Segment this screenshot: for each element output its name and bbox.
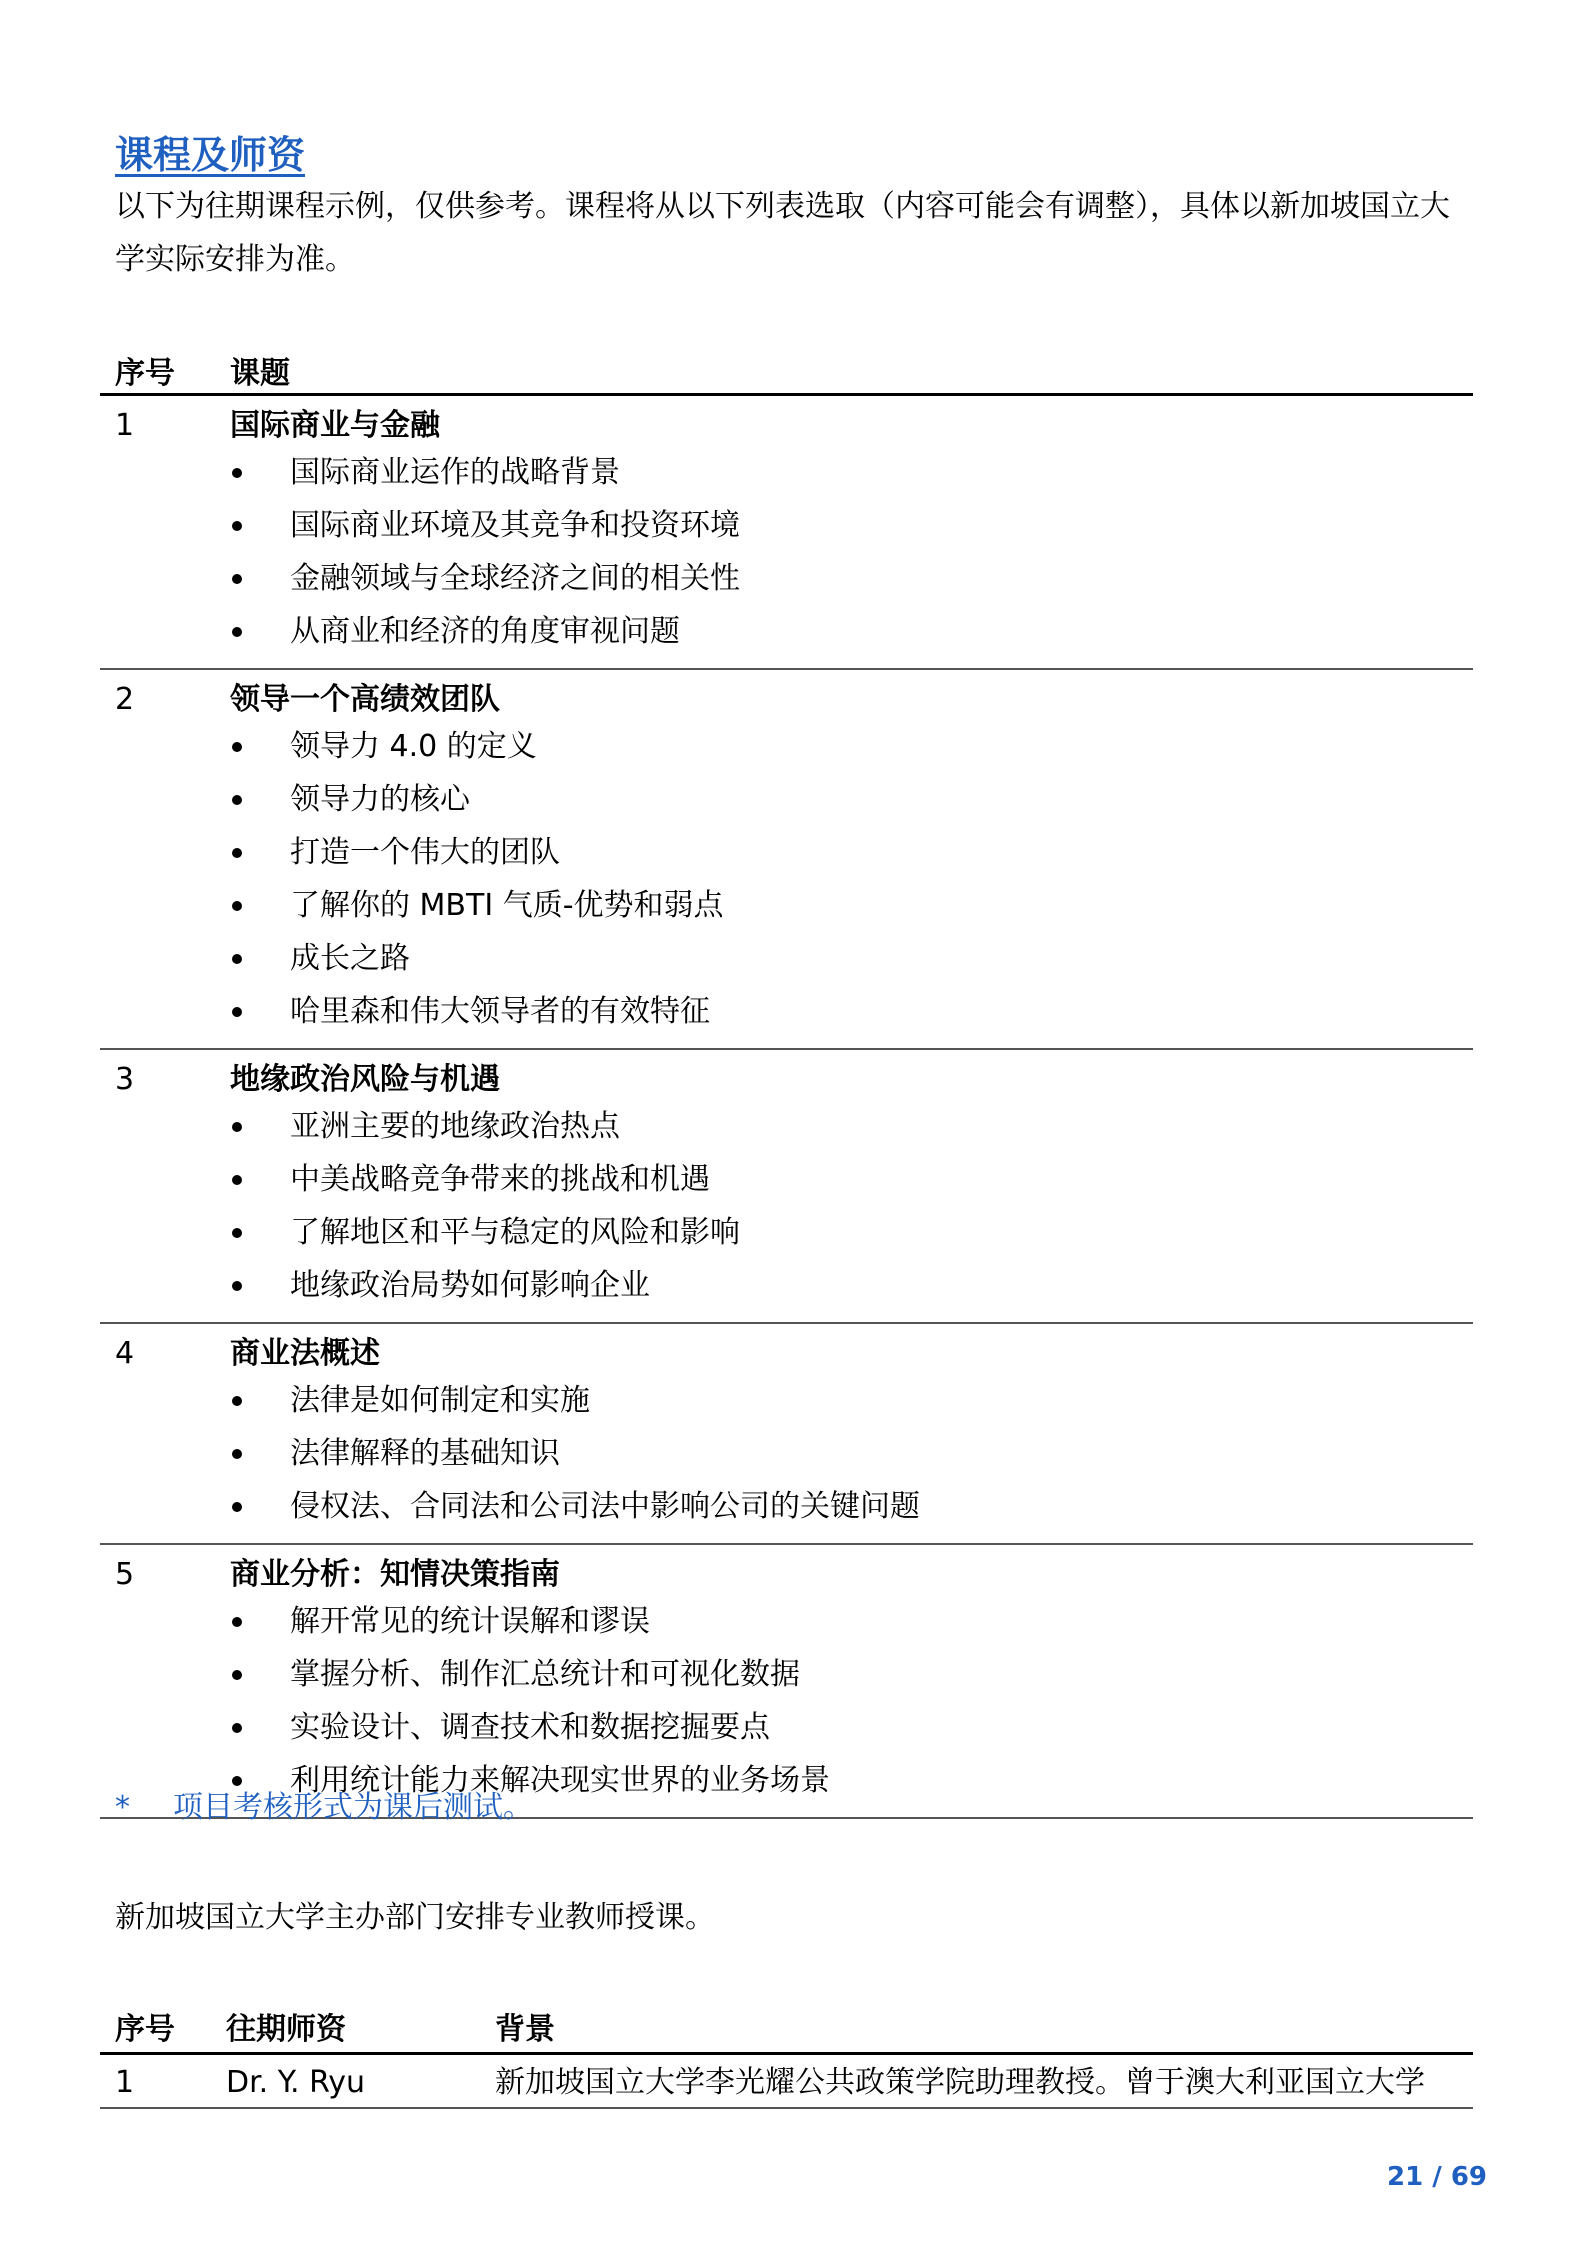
course-row xyxy=(100,1324,1473,1545)
topic-text: 从商业和经济的角度审视问题 xyxy=(290,614,680,649)
list-item xyxy=(100,720,1473,773)
topic-text: 国际商业运作的战略背景 xyxy=(290,455,620,490)
topic-text: 成长之路 xyxy=(290,941,410,976)
bullet-icon xyxy=(232,521,242,531)
course-topic-list xyxy=(100,446,1473,658)
course-row xyxy=(100,670,1473,1050)
faculty-background: 新加坡国立大学李光耀公共政策学院助理教授。曾于澳大利亚国立大学 xyxy=(495,2065,1425,2100)
list-item xyxy=(100,1259,1473,1312)
topic-text: 了解你的 MBTI 气质-优势和弱点 xyxy=(290,888,724,923)
topic-text: 法律解释的基础知识 xyxy=(290,1436,560,1471)
topic-text: 领导力的核心 xyxy=(290,782,470,817)
list-item xyxy=(100,499,1473,552)
course-topic-list xyxy=(100,1100,1473,1312)
course-row xyxy=(100,1050,1473,1324)
header-background: 背景 xyxy=(495,2012,555,2047)
course-table xyxy=(100,338,1473,1819)
page-number: 21 / 69 xyxy=(1387,2162,1487,2192)
faculty-table-header xyxy=(100,1994,1473,2055)
bullet-icon xyxy=(232,1449,242,1459)
topic-text: 实验设计、调查技术和数据挖掘要点 xyxy=(290,1710,770,1745)
bullet-icon xyxy=(232,1007,242,1017)
topic-text: 哈里森和伟大领导者的有效特征 xyxy=(290,994,710,1029)
list-item xyxy=(100,1153,1473,1206)
list-item xyxy=(100,985,1473,1038)
topic-text: 打造一个伟大的团队 xyxy=(290,835,560,870)
topic-text: 解开常见的统计误解和谬误 xyxy=(290,1604,650,1639)
topic-text: 金融领域与全球经济之间的相关性 xyxy=(290,561,740,596)
bullet-icon xyxy=(232,1281,242,1291)
course-num: 2 xyxy=(115,682,135,717)
bullet-icon xyxy=(232,468,242,478)
topic-text: 侵权法、合同法和公司法中影响公司的关键问题 xyxy=(290,1489,920,1524)
course-topic-list xyxy=(100,1595,1473,1807)
intro-paragraph: 以下为往期课程示例，仅供参考。课程将从以下列表选取（内容可能会有调整），具体以新加坡国立大学实际安排为准。 xyxy=(115,189,1450,277)
course-title: 领导一个高绩效团队 xyxy=(230,682,500,717)
list-item xyxy=(100,1374,1473,1427)
course-num: 5 xyxy=(115,1557,135,1592)
header-faculty: 往期师资 xyxy=(226,2012,346,2047)
faculty-num: 1 xyxy=(115,2065,135,2100)
topic-text: 地缘政治局势如何影响企业 xyxy=(290,1268,650,1303)
course-row xyxy=(100,1545,1473,1819)
faculty-name: Dr. Y. Ryu xyxy=(226,2065,366,2100)
list-item xyxy=(100,826,1473,879)
topic-text: 利用统计能力来解决现实世界的业务场景 xyxy=(290,1763,830,1798)
list-item xyxy=(100,773,1473,826)
organizer-paragraph: 新加坡国立大学主办部门安排专业教师授课。 xyxy=(115,1900,715,1935)
list-item xyxy=(100,879,1473,932)
assessment-note xyxy=(115,1788,533,1828)
list-item xyxy=(100,605,1473,658)
topic-text: 国际商业环境及其竞争和投资环境 xyxy=(290,508,740,543)
bullet-icon xyxy=(232,1122,242,1132)
list-item xyxy=(100,1427,1473,1480)
topic-text: 中美战略竞争带来的挑战和机遇 xyxy=(290,1162,710,1197)
bullet-icon xyxy=(232,1175,242,1185)
list-item xyxy=(100,552,1473,605)
note-text: 项目考核形式为课后测试。 xyxy=(173,1790,533,1825)
list-item xyxy=(100,1648,1473,1701)
course-title: 地缘政治风险与机遇 xyxy=(230,1062,500,1097)
course-rows xyxy=(100,396,1473,1819)
list-item xyxy=(100,1100,1473,1153)
bullet-icon xyxy=(232,1617,242,1627)
faculty-row xyxy=(100,2055,1473,2109)
bullet-icon xyxy=(232,627,242,637)
course-topic-list xyxy=(100,1374,1473,1533)
topic-text: 了解地区和平与稳定的风险和影响 xyxy=(290,1215,740,1250)
bullet-icon xyxy=(232,795,242,805)
bullet-icon xyxy=(232,848,242,858)
bullet-icon xyxy=(232,574,242,584)
header-num: 序号 xyxy=(115,356,175,391)
course-title: 商业法概述 xyxy=(230,1336,380,1371)
topic-text: 掌握分析、制作汇总统计和可视化数据 xyxy=(290,1657,800,1692)
bullet-icon xyxy=(232,742,242,752)
course-table-header xyxy=(100,338,1473,396)
course-row xyxy=(100,396,1473,670)
course-num: 3 xyxy=(115,1062,135,1097)
topic-text: 法律是如何制定和实施 xyxy=(290,1383,590,1418)
list-item xyxy=(100,1206,1473,1259)
topic-text: 亚洲主要的地缘政治热点 xyxy=(290,1109,620,1144)
header-num: 序号 xyxy=(115,2012,175,2047)
list-item xyxy=(100,446,1473,499)
list-item xyxy=(100,1595,1473,1648)
header-title: 课题 xyxy=(230,356,290,391)
bullet-icon xyxy=(232,1396,242,1406)
list-item xyxy=(100,1480,1473,1533)
course-num: 4 xyxy=(115,1336,135,1371)
bullet-icon xyxy=(232,1776,242,1786)
topic-text: 领导力 4.0 的定义 xyxy=(290,729,537,764)
bullet-icon xyxy=(232,1502,242,1512)
list-item xyxy=(100,1701,1473,1754)
bullet-icon xyxy=(232,954,242,964)
course-title: 商业分析：知情决策指南 xyxy=(230,1557,560,1592)
faculty-table xyxy=(100,1994,1473,2109)
course-topic-list xyxy=(100,720,1473,1038)
bullet-icon xyxy=(232,1670,242,1680)
bullet-icon xyxy=(232,1723,242,1733)
course-num: 1 xyxy=(115,408,135,443)
bullet-icon xyxy=(232,901,242,911)
section-heading: 课程及师资 xyxy=(115,133,306,177)
note-asterisk: * xyxy=(115,1790,130,1825)
bullet-icon xyxy=(232,1228,242,1238)
list-item xyxy=(100,932,1473,985)
course-title: 国际商业与金融 xyxy=(230,408,440,443)
